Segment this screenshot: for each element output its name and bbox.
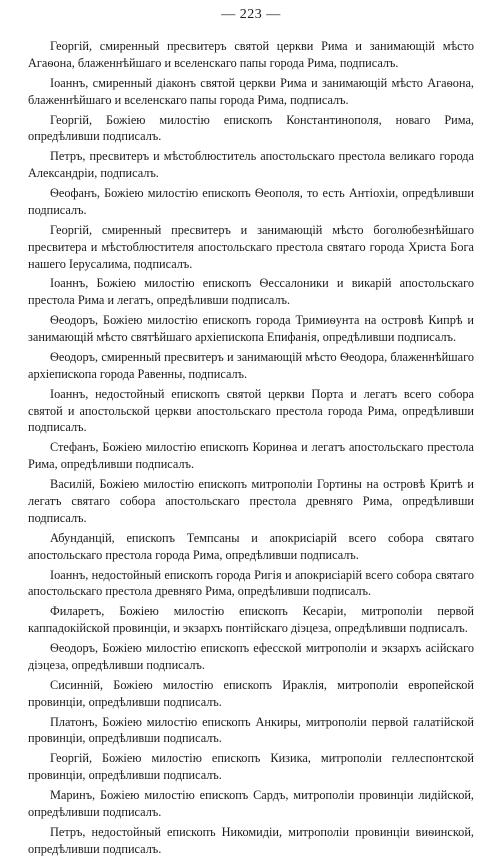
signature-paragraph: Георгій, Божіею милостію епископъ Константинополя, новаго Рима, опредѣливши подписалъ. (28, 112, 474, 144)
signature-paragraph: Сисинній, Божіею милостію епископъ Ираклія, митрополіи европейской провинціи, опредѣливши подписалъ. (28, 677, 474, 709)
signature-paragraph: Платонъ, Божіею милостію епископъ Анкиры, митрополіи первой галатійской провинціи, опредѣливши подписалъ. (28, 714, 474, 746)
signature-paragraph: Ѳеодоръ, Божіею милостію епископъ ефесской митрополіи и экзархъ асійскаго діэцеза, опредѣливши подписалъ. (28, 641, 474, 672)
signature-paragraph: Іоаннъ, смиренный діаконъ святой церкви Рима и занимающій мѣсто Агаѳона, блаженнѣйшаго и вселенскаго папы города Рима, подписалъ. (28, 75, 474, 107)
signature-paragraph: Петръ, недостойный епископъ Никомидіи, митрополіи провинціи виѳинской, опредѣливши подписалъ. (28, 825, 474, 856)
signature-paragraph: Ѳеодоръ, смиренный пресвитеръ и занимающій мѣсто Ѳеодора, блаженнѣйшаго архіепископа города Равенны, подписалъ. (28, 350, 474, 381)
signature-paragraph: Филаретъ, Божіею милостію епископъ Кесаріи, митрополіи первой каппадокійской провинціи, и экзархъ понтійскаго діэцеза, опредѣливши подписалъ. (28, 604, 474, 636)
page-number: — 223 — (221, 7, 281, 22)
signature-paragraph: Іоаннъ, недостойный епископъ города Ригія и апокрисіарій всего собора святаго апостольскаго престола древняго Рима, опредѣливши подписалъ. (28, 567, 474, 599)
signatures-list (28, 38, 474, 858)
signature-paragraph: Петръ, пресвитеръ и мѣстоблюститель апостольскаго престола великаго города Александріи, подписалъ. (28, 149, 474, 181)
signature-paragraph: Абунданцій, епископъ Темпсаны и апокрисіарій всего собора святаго апостольскаго престола города Рима, опредѣливши подписалъ. (28, 530, 474, 562)
signature-paragraph: Стефанъ, Божіею милостію епископъ Коринѳа и легатъ апостольскаго престола Рима, опредѣливши подписалъ. (28, 440, 474, 472)
signature-paragraph: Ѳеофанъ, Божіею милостію епископъ Ѳеополя, то есть Антіохіи, опредѣливши подписалъ. (28, 186, 474, 217)
signature-paragraph: Василій, Божіею милостію епископъ митрополіи Гортины на островѣ Критѣ и легатъ святаго собора апостольскаго престола древняго Рима, опредѣливши подписалъ. (28, 477, 474, 525)
signature-paragraph: Георгій, Божіею милостію епископъ Кизика, митрополіи геллеспонтской провинціи, опредѣливши подписалъ. (28, 751, 474, 783)
signature-paragraph: Георгій, смиренный пресвитеръ и занимающій мѣсто боголюбезнѣйшаго пресвитера и мѣстоблюстителя апостольскаго престола святаго города Христа Бога нашего Іерусалима, подписалъ. (28, 222, 474, 271)
signature-paragraph: Георгій, смиренный пресвитеръ святой церкви Рима и занимающій мѣсто Агаѳона, блаженнѣйшаго и вселенскаго папы города Рима, подписалъ. (28, 39, 474, 70)
signature-paragraph: Іоаннъ, недостойный епископъ святой церкви Порта и легатъ всего собора святой и апостольской церкви апостольскаго престола города Рима, опредѣливши подписалъ. (28, 386, 474, 435)
signature-paragraph: Іоаннъ, Божіею милостію епископъ Ѳессалоники и викарій апостольскаго престола Рима и легатъ, опредѣливши подписалъ. (28, 276, 474, 308)
signature-paragraph: Маринъ, Божіею милостію епископъ Сардъ, митрополіи провинціи лидійской, опредѣливши подписалъ. (28, 788, 474, 820)
signature-paragraph: Ѳеодоръ, Божіею милостію епископъ города Тримиѳунта на островѣ Кипрѣ и занимающій мѣсто святѣйшаго архіепископа Епифанія, опредѣливши подписалъ. (28, 313, 474, 345)
